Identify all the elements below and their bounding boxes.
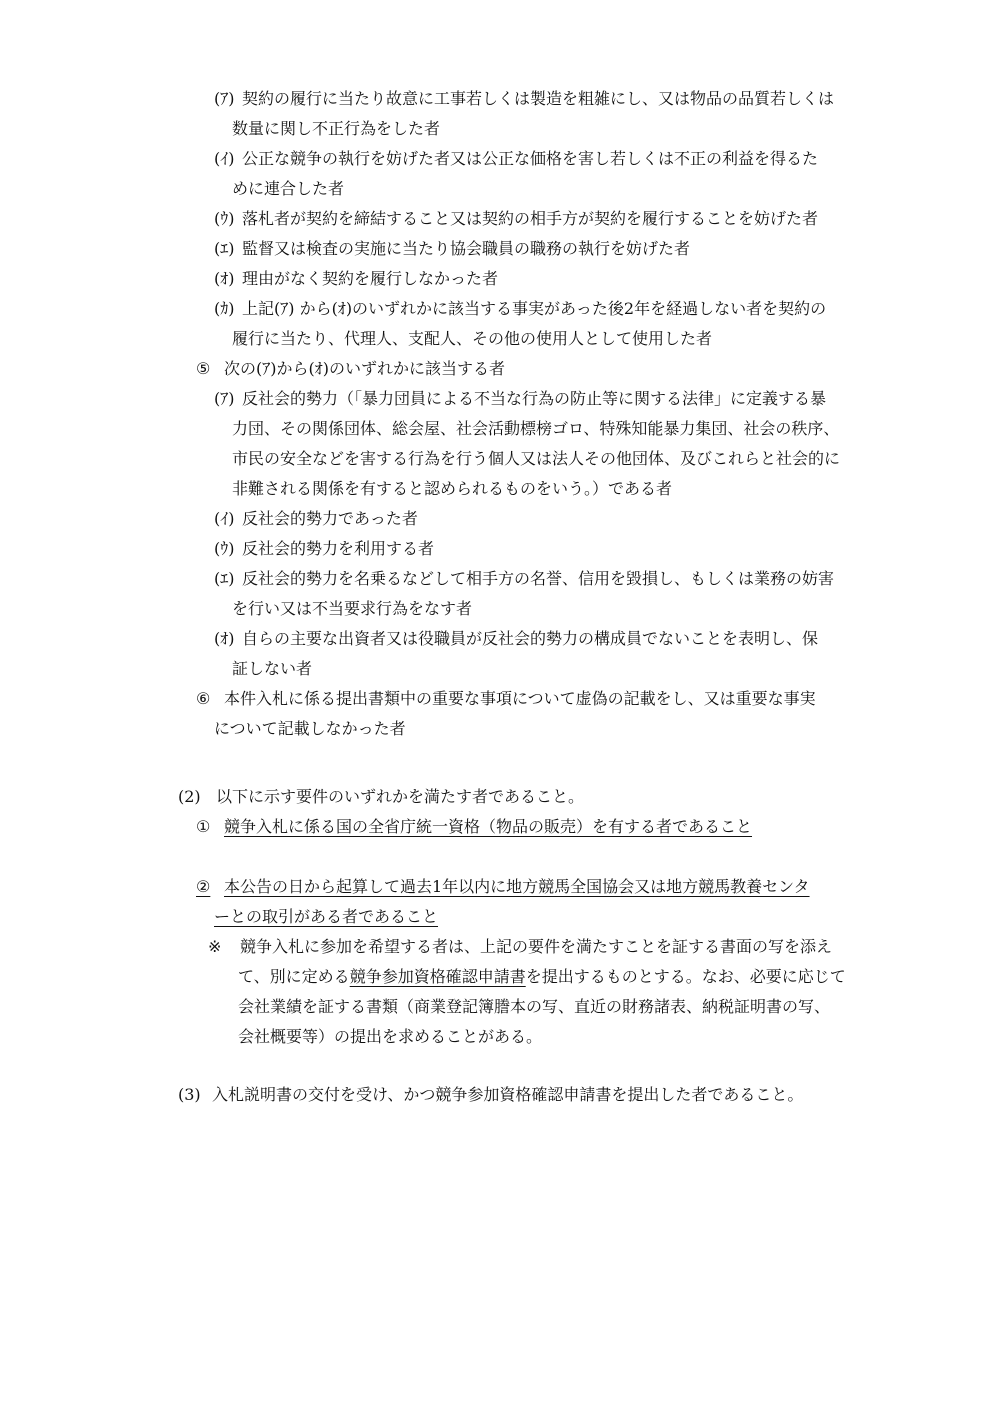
clause-text-line: 数量に関し不正行為をした者 [232,119,441,138]
note-text-line: を提出するものとする。なお、必要に応じて [525,967,846,986]
clause-a-ka2 [214,294,826,354]
item-5 [196,354,505,384]
clause-text-line: 非難される関係を有すると認められるものをいう。）である者 [232,479,673,498]
clause-text-line: 力団、その関係団体、総会屋、社会活動標榜ゴロ、特殊知能暴力集団、社会の秩序、 [232,419,840,438]
clause-a-ke [214,234,690,264]
item-marker: ⑤ [196,359,211,378]
clause-text-line: 反社会的勢力を名乗るなどして相手方の名誉、信用を毀損し、もしくは業務の妨害 [242,569,835,588]
note-text-line: て、別に定める [238,967,350,986]
clause-text-line: めに連合した者 [232,179,345,198]
clause-a-ko [214,264,498,294]
clause-b-e [214,564,834,624]
clause-b-u [214,534,434,564]
clause-text-line: 市民の安全などを害する行為を行う個人又は法人その他団体、及びこれらと社会的に [232,449,841,468]
requirement-2 [196,872,810,932]
note-text-line: 競争入札に参加を希望する者は、上記の要件を満たすことを証する書面の写を添え [240,937,833,956]
clause-text-line: 契約の履行に当たり故意に工事若しくは製造を粗雑にし、又は物品の品質若しくは [242,89,835,108]
requirement-marker: ② [196,877,211,896]
clause-b-o [214,624,818,684]
clause-text-line: 反社会的勢力（「暴力団員による不当な行為の防止等に関する法律」に定義する暴 [242,389,827,408]
clause-marker: (ｴ) [214,239,235,258]
requirement-text-line: ーとの取引がある者であること [214,907,439,926]
requirement-text: 競争入札に係る国の全省庁統一資格（物品の販売）を有する者であること [224,817,753,836]
clause-marker: (ｲ) [214,509,235,528]
section-text: 以下に示す要件のいずれかを満たす者であること。 [216,787,585,806]
requirement-marker: ① [196,817,211,836]
clause-marker: (ｱ) [214,389,235,408]
clause-text-line: 履行に当たり、代理人、支配人、その他の使用人として使用した者 [232,329,713,348]
clause-a-ku [214,204,818,234]
section-3 [178,1080,803,1110]
clause-text-line: 自らの主要な出資者又は役職員が反社会的勢力の構成員でないことを表明し、保 [242,629,819,648]
note-text-line: 会社業績を証する書類（商業登記簿謄本の写、直近の財務諸表、納税証明書の写、 [238,997,831,1016]
clause-text-line: 理由がなく契約を履行しなかった者 [242,269,499,288]
section-marker: (3) [178,1085,201,1104]
clause-marker: (ｱ) [214,89,235,108]
clause-text-line: 監督又は検査の実施に当たり協会職員の職務の執行を妨げた者 [242,239,691,258]
item-text-line: 本件入札に係る提出書類中の重要な事項について虚偽の記載をし、又は重要な事実 [224,689,816,708]
clause-text-line: 反社会的勢力を利用する者 [242,539,435,558]
application-form-name: 競争参加資格確認申請書 [349,967,526,986]
clause-b-a [214,384,840,504]
note-marker: ※ [208,937,222,956]
clause-marker: (ｵ) [214,269,235,288]
clause-marker: (ｴ) [214,569,235,588]
clause-text-line: 反社会的勢力であった者 [242,509,418,528]
clause-marker: (ｶ) [214,299,235,318]
note [208,932,846,1052]
item-6 [196,684,816,744]
clause-a-ki [214,144,818,204]
section-2 [178,782,584,812]
clause-marker: (ｳ) [214,539,235,558]
clause-marker: (ｵ) [214,629,235,648]
section-text: 入札説明書の交付を受け、かつ競争参加資格確認申請書を提出した者であること。 [212,1085,804,1104]
requirement-text-line: 本公告の日から起算して過去1年以内に地方競馬全国協会又は地方競馬教養センタ [224,877,810,896]
clause-text-line: 落札者が契約を締結すること又は契約の相手方が契約を履行することを妨げた者 [242,209,819,228]
clause-marker: (ｲ) [214,149,235,168]
item-marker: ⑥ [196,689,211,708]
clause-text-line: を行い又は不当要求行為をなす者 [232,599,473,618]
clause-a-ka [214,84,834,144]
requirement-1 [196,812,752,842]
note-text-line: 会社概要等）の提出を求めることがある。 [238,1027,543,1046]
section-marker: (2) [178,787,201,806]
clause-text-line: 証しない者 [232,659,313,678]
clause-b-i [214,504,418,534]
item-text: 次の(ｱ)から(ｵ)のいずれかに該当する者 [224,359,505,378]
clause-marker: (ｳ) [214,209,235,228]
clause-text-line: 上記(ｱ) から(ｵ)のいずれかに該当する事実があった後2年を経過しない者を契約の [242,299,827,318]
clause-text-line: 公正な競争の執行を妨げた者又は公正な価格を害し若しくは不正の利益を得るた [242,149,819,168]
item-text-line: について記載しなかった者 [214,719,406,738]
